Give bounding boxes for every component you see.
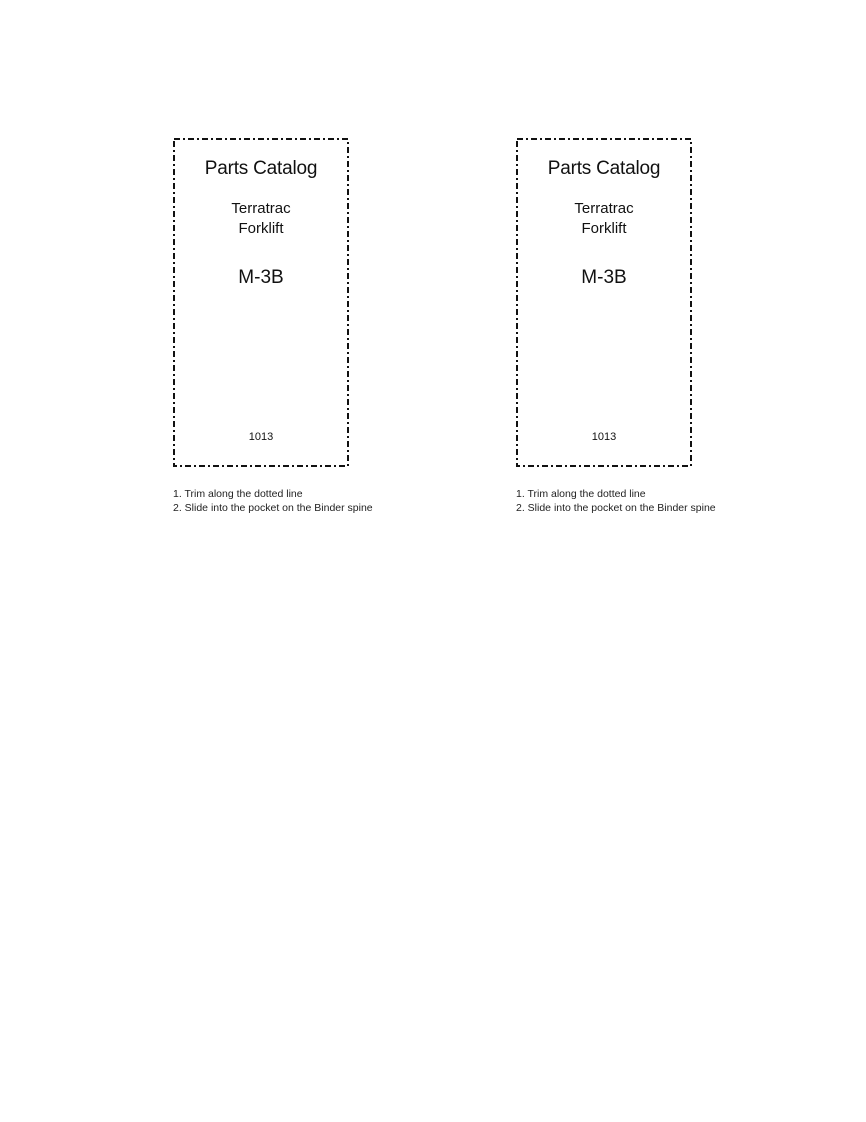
catalog-title: Parts Catalog bbox=[204, 158, 318, 179]
instructions bbox=[516, 487, 776, 515]
brand-name: Terratrac bbox=[231, 200, 291, 217]
label-block-left bbox=[173, 138, 433, 514]
model-number: M-3B bbox=[581, 267, 627, 288]
instruction-step-2: 2. Slide into the pocket on the Binder spine bbox=[173, 502, 373, 514]
brand-name: Terratrac bbox=[574, 200, 634, 217]
product-type: Forklift bbox=[581, 220, 627, 237]
model-number: M-3B bbox=[238, 267, 284, 288]
label-block-right bbox=[516, 138, 776, 514]
catalog-code: 1013 bbox=[591, 431, 617, 443]
instruction-step-2: 2. Slide into the pocket on the Binder spine bbox=[516, 502, 716, 514]
instructions bbox=[173, 487, 433, 515]
catalog-title: Parts Catalog bbox=[547, 158, 661, 179]
instruction-step-1: 1. Trim along the dotted line bbox=[173, 488, 303, 500]
spine-label-card bbox=[173, 138, 349, 468]
dotted-trim-border bbox=[173, 138, 349, 468]
spine-label-card bbox=[516, 138, 692, 468]
dotted-trim-border bbox=[516, 138, 692, 468]
instruction-step-1: 1. Trim along the dotted line bbox=[516, 488, 646, 500]
catalog-code: 1013 bbox=[248, 431, 274, 443]
product-type: Forklift bbox=[238, 220, 284, 237]
